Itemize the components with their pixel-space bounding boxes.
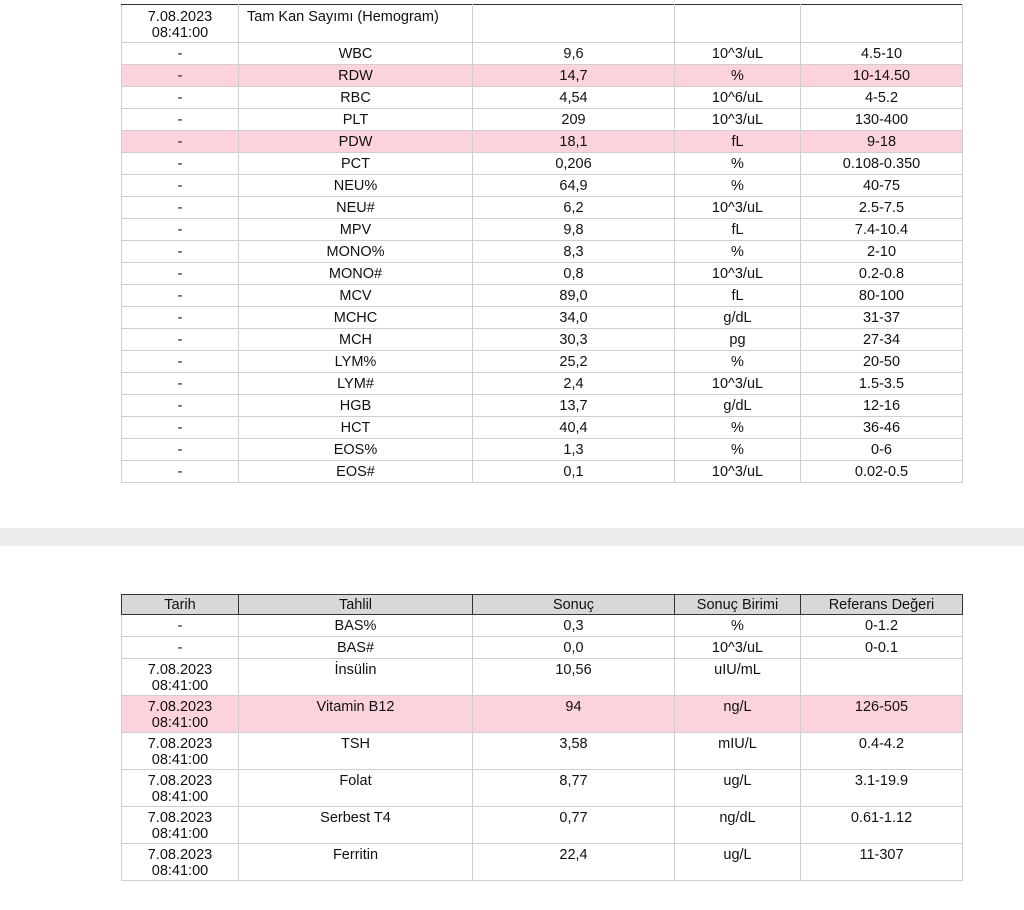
result-cell: 209: [473, 109, 675, 131]
time-value: 08:41:00: [151, 826, 209, 842]
reference-cell: 20-50: [801, 351, 963, 373]
date-cell: [122, 637, 239, 659]
result-cell: 8,3: [473, 241, 675, 263]
unit-cell: %: [675, 65, 801, 87]
table-row: [122, 733, 963, 770]
table-row: [122, 219, 963, 241]
result-cell: 14,7: [473, 65, 675, 87]
test-name-cell: Vitamin B12: [239, 696, 473, 733]
table-row: [122, 263, 963, 285]
date-cell: -: [122, 461, 239, 483]
unit-cell: %: [675, 351, 801, 373]
date-value: -: [177, 639, 183, 656]
test-name-cell: NEU#: [239, 197, 473, 219]
table-row: [122, 285, 963, 307]
table-row: [122, 241, 963, 263]
reference-cell: 1.5-3.5: [801, 373, 963, 395]
date-cell: -: [122, 109, 239, 131]
unit-cell: uIU/mL: [675, 659, 801, 696]
table-row: [122, 637, 963, 659]
table-row: [122, 329, 963, 351]
reference-cell: 0.02-0.5: [801, 461, 963, 483]
lab-table-body: [122, 615, 963, 881]
reference-cell: [801, 659, 963, 696]
time-value: 08:41:00: [151, 863, 209, 879]
hemogram-table-body: [122, 5, 963, 483]
unit-cell: fL: [675, 285, 801, 307]
table-row: [122, 807, 963, 844]
result-cell: 13,7: [473, 395, 675, 417]
table-row: [122, 109, 963, 131]
test-name-cell: MPV: [239, 219, 473, 241]
lab-results-table: [121, 594, 963, 881]
test-name-cell: BAS#: [239, 637, 473, 659]
unit-cell: 10^3/uL: [675, 197, 801, 219]
reference-cell: 10-14.50: [801, 65, 963, 87]
test-name-cell: EOS%: [239, 439, 473, 461]
test-name-cell: RDW: [239, 65, 473, 87]
unit-cell: %: [675, 153, 801, 175]
result-cell: 9,8: [473, 219, 675, 241]
result-cell: 22,4: [473, 844, 675, 881]
date-cell: [122, 733, 239, 770]
reference-cell: 4.5-10: [801, 43, 963, 65]
result-cell: 18,1: [473, 131, 675, 153]
reference-cell: 0.4-4.2: [801, 733, 963, 770]
unit-cell: g/dL: [675, 395, 801, 417]
result-cell: 4,54: [473, 87, 675, 109]
result-cell: 0,206: [473, 153, 675, 175]
table-row: [122, 373, 963, 395]
unit-cell: ng/dL: [675, 807, 801, 844]
empty-cell: [801, 5, 963, 43]
date-value: 7.08.2023: [147, 699, 213, 715]
unit-cell: 10^3/uL: [675, 461, 801, 483]
table-row: [122, 351, 963, 373]
unit-cell: 10^3/uL: [675, 109, 801, 131]
result-cell: 64,9: [473, 175, 675, 197]
date-cell: -: [122, 43, 239, 65]
date-cell: -: [122, 219, 239, 241]
result-cell: 10,56: [473, 659, 675, 696]
result-cell: 0,1: [473, 461, 675, 483]
unit-cell: ug/L: [675, 844, 801, 881]
table-row: [122, 696, 963, 733]
test-name-cell: PCT: [239, 153, 473, 175]
column-header-date: Tarih: [122, 595, 239, 615]
table-header: [122, 595, 963, 615]
unit-cell: %: [675, 241, 801, 263]
table-row: [122, 844, 963, 881]
date-cell: -: [122, 417, 239, 439]
time-value: 08:41:00: [151, 678, 209, 694]
test-name-cell: PDW: [239, 131, 473, 153]
unit-cell: %: [675, 615, 801, 637]
date-cell: -: [122, 395, 239, 417]
date-cell: -: [122, 373, 239, 395]
date-cell: -: [122, 307, 239, 329]
test-name-cell: LYM%: [239, 351, 473, 373]
group-time: 08:41:00: [151, 25, 209, 41]
test-name-cell: PLT: [239, 109, 473, 131]
result-cell: 2,4: [473, 373, 675, 395]
time-value: 08:41:00: [151, 715, 209, 731]
unit-cell: 10^3/uL: [675, 263, 801, 285]
reference-cell: 9-18: [801, 131, 963, 153]
page-separator: [0, 528, 1024, 546]
group-title: Tam Kan Sayımı (Hemogram): [239, 5, 473, 43]
table-row: [122, 175, 963, 197]
result-cell: 40,4: [473, 417, 675, 439]
test-name-cell: LYM#: [239, 373, 473, 395]
test-name-cell: MCV: [239, 285, 473, 307]
table-row: [122, 770, 963, 807]
test-name-cell: WBC: [239, 43, 473, 65]
time-value: 08:41:00: [151, 752, 209, 768]
date-value: -: [177, 617, 183, 634]
reference-cell: 7.4-10.4: [801, 219, 963, 241]
empty-cell: [675, 5, 801, 43]
date-cell: [122, 770, 239, 807]
table-row: [122, 197, 963, 219]
test-name-cell: NEU%: [239, 175, 473, 197]
test-name-cell: TSH: [239, 733, 473, 770]
result-cell: 0,77: [473, 807, 675, 844]
test-name-cell: Ferritin: [239, 844, 473, 881]
date-cell: -: [122, 131, 239, 153]
reference-cell: 4-5.2: [801, 87, 963, 109]
result-cell: 6,2: [473, 197, 675, 219]
unit-cell: mIU/L: [675, 733, 801, 770]
reference-cell: 40-75: [801, 175, 963, 197]
unit-cell: ug/L: [675, 770, 801, 807]
reference-cell: 0-1.2: [801, 615, 963, 637]
test-name-cell: HGB: [239, 395, 473, 417]
reference-cell: 2-10: [801, 241, 963, 263]
date-cell: [122, 696, 239, 733]
table-row: [122, 461, 963, 483]
reference-cell: 12-16: [801, 395, 963, 417]
date-value: 7.08.2023: [147, 810, 213, 826]
column-header-result: Sonuç: [473, 595, 675, 615]
result-cell: 0,0: [473, 637, 675, 659]
table-row: [122, 659, 963, 696]
column-header-unit: Sonuç Birimi: [675, 595, 801, 615]
reference-cell: 27-34: [801, 329, 963, 351]
date-cell: -: [122, 263, 239, 285]
reference-cell: 80-100: [801, 285, 963, 307]
date-cell: -: [122, 351, 239, 373]
table-row: [122, 417, 963, 439]
test-name-cell: Folat: [239, 770, 473, 807]
table-row: [122, 395, 963, 417]
result-cell: 1,3: [473, 439, 675, 461]
table-row: [122, 439, 963, 461]
table-row: [122, 131, 963, 153]
date-cell: [122, 615, 239, 637]
test-name-cell: İnsülin: [239, 659, 473, 696]
unit-cell: pg: [675, 329, 801, 351]
reference-cell: 3.1-19.9: [801, 770, 963, 807]
unit-cell: fL: [675, 131, 801, 153]
table-row: [122, 43, 963, 65]
result-cell: 3,58: [473, 733, 675, 770]
result-cell: 94: [473, 696, 675, 733]
table-row: [122, 65, 963, 87]
result-cell: 30,3: [473, 329, 675, 351]
reference-cell: 126-505: [801, 696, 963, 733]
result-cell: 25,2: [473, 351, 675, 373]
date-cell: [122, 844, 239, 881]
empty-cell: [473, 5, 675, 43]
unit-cell: g/dL: [675, 307, 801, 329]
date-cell: -: [122, 285, 239, 307]
test-name-cell: HCT: [239, 417, 473, 439]
table-row: [122, 153, 963, 175]
reference-cell: 0-6: [801, 439, 963, 461]
hemogram-results-table: [121, 4, 963, 483]
column-header-test: Tahlil: [239, 595, 473, 615]
result-cell: 34,0: [473, 307, 675, 329]
date-cell: -: [122, 65, 239, 87]
unit-cell: ng/L: [675, 696, 801, 733]
unit-cell: %: [675, 417, 801, 439]
unit-cell: 10^3/uL: [675, 43, 801, 65]
date-cell: -: [122, 439, 239, 461]
date-value: 7.08.2023: [147, 847, 213, 863]
reference-cell: 0.61-1.12: [801, 807, 963, 844]
unit-cell: 10^6/uL: [675, 87, 801, 109]
date-value: 7.08.2023: [147, 662, 213, 678]
table-header-row: [122, 595, 963, 615]
reference-cell: 0.108-0.350: [801, 153, 963, 175]
date-cell: -: [122, 175, 239, 197]
table-row: [122, 307, 963, 329]
result-cell: 0,3: [473, 615, 675, 637]
test-name-cell: RBC: [239, 87, 473, 109]
reference-cell: 36-46: [801, 417, 963, 439]
unit-cell: %: [675, 175, 801, 197]
unit-cell: 10^3/uL: [675, 373, 801, 395]
result-cell: 89,0: [473, 285, 675, 307]
date-cell: [122, 659, 239, 696]
reference-cell: 11-307: [801, 844, 963, 881]
date-cell: -: [122, 329, 239, 351]
test-name-cell: EOS#: [239, 461, 473, 483]
reference-cell: 31-37: [801, 307, 963, 329]
result-cell: 8,77: [473, 770, 675, 807]
table-row: [122, 615, 963, 637]
test-name-cell: MONO%: [239, 241, 473, 263]
test-group-header-row: [122, 5, 963, 43]
table-row: [122, 87, 963, 109]
test-name-cell: MCHC: [239, 307, 473, 329]
column-header-reference: Referans Değeri: [801, 595, 963, 615]
date-cell: -: [122, 197, 239, 219]
date-value: 7.08.2023: [147, 773, 213, 789]
reference-cell: 0.2-0.8: [801, 263, 963, 285]
group-date-cell: [122, 5, 239, 43]
time-value: 08:41:00: [151, 789, 209, 805]
test-name-cell: MONO#: [239, 263, 473, 285]
date-cell: -: [122, 153, 239, 175]
test-name-cell: MCH: [239, 329, 473, 351]
date-cell: [122, 807, 239, 844]
unit-cell: fL: [675, 219, 801, 241]
unit-cell: %: [675, 439, 801, 461]
reference-cell: 2.5-7.5: [801, 197, 963, 219]
result-cell: 9,6: [473, 43, 675, 65]
date-cell: -: [122, 241, 239, 263]
group-date: 7.08.2023: [147, 9, 213, 25]
test-name-cell: BAS%: [239, 615, 473, 637]
test-name-cell: Serbest T4: [239, 807, 473, 844]
result-cell: 0,8: [473, 263, 675, 285]
reference-cell: 0-0.1: [801, 637, 963, 659]
date-cell: -: [122, 87, 239, 109]
reference-cell: 130-400: [801, 109, 963, 131]
unit-cell: 10^3/uL: [675, 637, 801, 659]
date-value: 7.08.2023: [147, 736, 213, 752]
